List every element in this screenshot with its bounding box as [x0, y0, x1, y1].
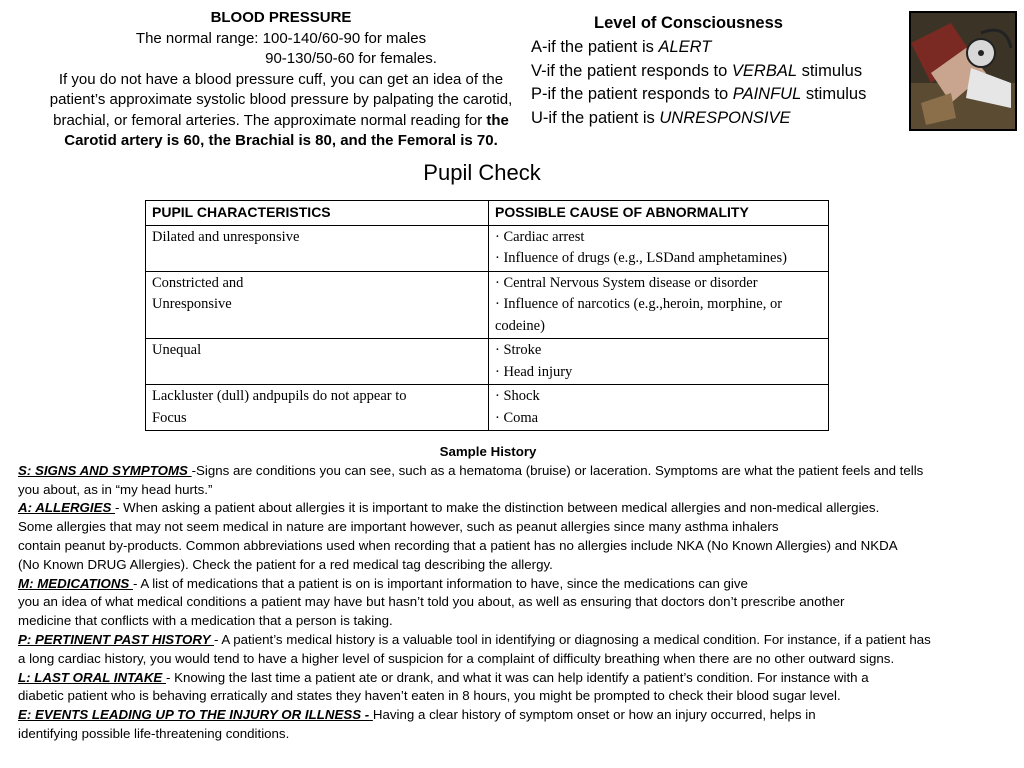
loc-item-alert-text: A-if the patient is	[531, 37, 659, 56]
causes-cell	[489, 385, 829, 431]
table-header-row	[146, 201, 829, 226]
history-item-last-oral-intake	[18, 669, 1006, 688]
history-text: - Knowing the last time a patient ate or drank, and what it was can help identify a patient’s condition. For instance with a	[165, 669, 869, 685]
loc-item-verbal	[531, 60, 911, 84]
normal-range-males: The normal range: 100-140/60-90 for males	[135, 29, 427, 47]
cause-item: · Cardiac arrest	[495, 228, 585, 245]
blood-pressure-title: BLOOD PRESSURE	[210, 9, 352, 26]
cause-item: · Influence of narcotics (e.g.,heroin, morphine, or	[495, 296, 783, 312]
history-text-line: you an idea of what medical conditions a patient may have but hasn’t told you about, as well as ensuring that doctors don’t prescribe another	[18, 594, 845, 610]
history-label-l: L: LAST ORAL INTAKE	[18, 669, 166, 685]
bp-paragraph-line-2: patient’s approximate systolic blood pressure by palpating the carotid,	[49, 91, 513, 108]
characteristic-text: Unequal	[152, 342, 202, 358]
history-text-line: a long cardiac history, you would tend to have a higher level of suspicion for a complaint of difficulty breathing when there are no other outward signs.	[18, 650, 895, 666]
history-text-line: you about, as in “my head hurts.”	[18, 481, 213, 497]
loc-item-verbal-text: V-if the patient responds to	[531, 61, 732, 80]
characteristic-cell	[146, 385, 489, 431]
history-text-line: (No Known DRUG Allergies). Check the patient for a red medical tag describing the allergy.	[18, 556, 553, 572]
cause-item: · Influence of drugs (e.g., LSDand amphetamines)	[495, 250, 787, 266]
characteristic-text: Constricted and	[152, 274, 244, 291]
loc-item-verbal-term: VERBAL	[731, 61, 798, 80]
sample-history-title: Sample History	[439, 444, 537, 459]
pupil-check-title: Pupil Check	[423, 160, 541, 185]
characteristic-cell	[146, 339, 489, 385]
bp-paragraph-line-3-bold: the	[486, 111, 509, 129]
history-item-medications	[18, 575, 1006, 594]
bp-paragraph-line-3	[18, 111, 544, 132]
loc-title: Level of Consciousness	[594, 14, 783, 32]
table-row	[146, 225, 829, 271]
bp-paragraph-line-1: If you do not have a blood pressure cuff, you can get an idea of the	[58, 70, 504, 88]
loc-item-unresponsive-text: U-if the patient is	[531, 109, 660, 128]
history-item-allergies	[18, 499, 1006, 518]
causes-cell	[489, 339, 829, 385]
loc-item-verbal-suffix: stimulus	[797, 61, 863, 80]
bp-paragraph-line-3-text: brachial, or femoral arteries. The approximate normal reading for	[53, 111, 487, 129]
cause-item: · Central Nervous System disease or disorder	[495, 274, 758, 291]
history-label-m: M: MEDICATIONS	[18, 575, 133, 591]
history-label-a: A: ALLERGIES	[18, 500, 116, 516]
history-text: - A list of medications that a patient is on is important information to have, since the medications can give	[132, 575, 748, 591]
loc-item-painful-suffix: stimulus	[801, 85, 867, 104]
bp-paragraph-line-4	[18, 131, 544, 152]
history-text-line: contain peanut by-products. Common abbreviations used when recording that a patient has no allergies include NKA (No Known Allergies) and NKDA	[18, 537, 898, 553]
table-row	[146, 271, 829, 339]
characteristic-text: Lackluster (dull) andpupils do not appear to	[152, 388, 407, 404]
pupil-check-table	[145, 200, 829, 431]
history-item-signs-symptoms	[18, 462, 1006, 481]
history-item-past-history	[18, 631, 1006, 650]
history-text-line: medicine that conflicts with a medication that a person is taking.	[18, 613, 393, 629]
normal-pulse-readings: Carotid artery is 60, the Brachial is 80, and the Femoral is 70.	[64, 132, 498, 149]
loc-item-alert-term: ALERT	[658, 37, 712, 56]
loc-item-unresponsive	[531, 107, 911, 131]
blood-pressure-cuff-photo-icon	[911, 13, 1015, 129]
characteristic-cell	[146, 225, 489, 271]
history-text: - When asking a patient about allergies it is important to make the distinction between medical allergies and non-medical allergies.	[115, 500, 880, 516]
cause-item: · Head injury	[495, 363, 573, 380]
blood-pressure-section	[18, 8, 544, 152]
column-header-characteristics: PUPIL CHARACTERISTICS	[146, 201, 489, 226]
loc-item-unresponsive-term: UNRESPONSIVE	[659, 109, 791, 128]
history-text-line: Some allergies that may not seem medical in nature are important however, such as peanut allergies since many asthma inhalers	[18, 519, 779, 535]
loc-item-painful	[531, 83, 911, 107]
level-of-consciousness-section	[531, 12, 911, 131]
table-row	[146, 339, 829, 385]
history-text-line: diabetic patient who is behaving erratically and states they haven’t eaten in 8 hours, you might be prompted to check their blood sugar level.	[18, 688, 841, 704]
history-item-events	[18, 706, 1006, 725]
characteristic-text: Dilated and unresponsive	[152, 228, 300, 245]
history-text: Having a clear history of symptom onset or how an injury occurred, helps in	[372, 707, 816, 723]
history-text-line: identifying possible life-threatening conditions.	[18, 725, 290, 741]
history-text: - A patient’s medical history is a valuable tool in identifying or diagnosing a medical condition. For instance, if a patient has	[214, 631, 931, 647]
characteristic-cell	[146, 271, 489, 339]
history-label-s: S: SIGNS AND SYMPTOMS	[18, 462, 192, 478]
history-label-e: E: EVENTS LEADING UP TO THE INJURY OR ILLNESS -	[18, 707, 373, 723]
normal-range-females: 90-130/50-60 for females.	[265, 50, 437, 67]
causes-cell	[489, 271, 829, 339]
characteristic-text: Focus	[152, 409, 187, 426]
characteristic-text: Unresponsive	[152, 296, 232, 312]
sample-history-section	[18, 443, 1006, 744]
blood-pressure-cuff-photo	[909, 11, 1017, 131]
cause-item: · Stroke	[495, 342, 542, 358]
table-row	[146, 385, 829, 431]
loc-item-painful-text: P-if the patient responds to	[531, 85, 733, 104]
column-header-causes: POSSIBLE CAUSE OF ABNORMALITY	[489, 201, 829, 226]
history-text: -Signs are conditions you can see, such as a hematoma (bruise) or laceration. Symptoms are what the patient feels and tells	[191, 462, 924, 478]
loc-item-alert	[531, 36, 911, 60]
loc-item-painful-term: PAINFUL	[732, 85, 802, 104]
cause-item: · Coma	[495, 409, 539, 426]
cause-item: codeine)	[495, 317, 545, 334]
causes-cell	[489, 225, 829, 271]
cause-item: · Shock	[495, 388, 540, 404]
history-label-p: P: PERTINENT PAST HISTORY	[18, 631, 215, 647]
